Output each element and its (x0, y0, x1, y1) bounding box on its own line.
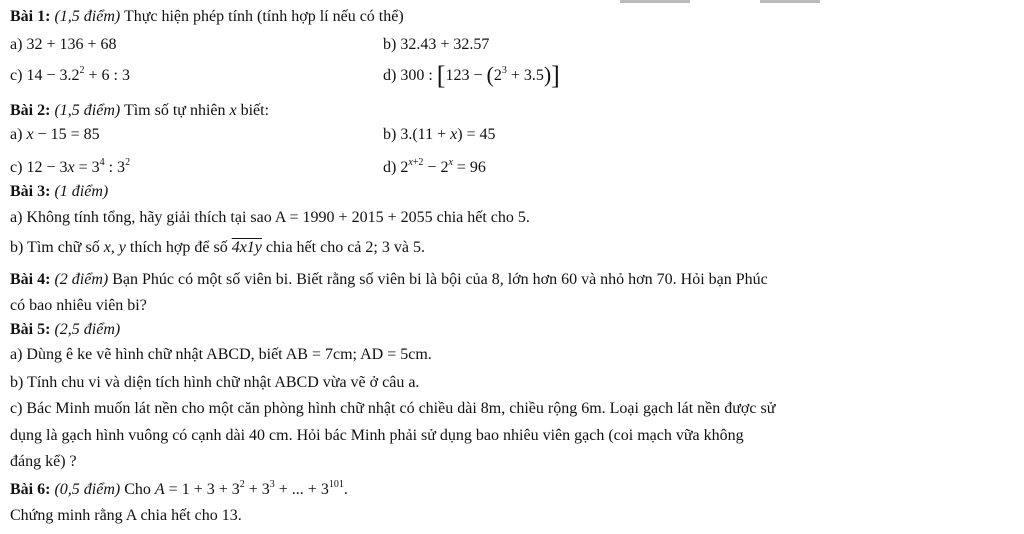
b5-c1-text: c) Bác Minh muốn lát nền cho một căn phòng hình chữ nhật có chiều dài 8m, chiều rộng 6m. Loại gạch lát nền được sử (10, 400, 776, 417)
b4-text2: có bao nhiêu viên bi? (10, 297, 147, 314)
b5-b (10, 373, 419, 393)
b6-line2 (10, 506, 242, 526)
b1-b (383, 35, 489, 55)
b2-a-expr: x − 15 = 85 (26, 126, 100, 143)
b3-b (10, 238, 425, 258)
b2-c-label: c) (10, 159, 23, 176)
b1-header (10, 7, 404, 27)
b5-a (10, 345, 432, 365)
b4-points: (2 điểm) (54, 271, 109, 288)
b5-c3-text: đáng kể) ? (10, 453, 77, 470)
b1-c (10, 66, 130, 86)
b3-points: (1 điểm) (54, 183, 109, 200)
b5-b-text: b) Tính chu vi và diện tích hình chữ nhật ABCD vừa vẽ ở câu a. (10, 374, 420, 391)
b1-a (10, 35, 116, 55)
b2-d-expr: $2^{x+2} - 2^x = 96$ (400, 157, 486, 176)
b5-a-text: a) Dùng ê ke vẽ hình chữ nhật ABCD, biết AB = 7cm; AD = 5cm. (10, 346, 432, 363)
b1-points: (1,5 điểm) (54, 8, 121, 25)
b1-desc: Thực hiện phép tính (tính hợp lí nếu có thể) (123, 8, 404, 25)
b3-a-post: chia hết cho 5. (436, 209, 530, 226)
b2-desc-var: x (229, 102, 237, 119)
b5-c3 (10, 452, 77, 472)
b4-title: Bài 4: (10, 271, 51, 288)
b2-d (383, 158, 486, 178)
b2-b (383, 125, 496, 145)
b3-a (10, 208, 530, 228)
b5-c2 (10, 426, 744, 446)
b1-title: Bài 1: (10, 8, 51, 25)
b3-a-pre: a) Không tính tổng, hãy giải thích tại sao (10, 209, 272, 226)
b2-header (10, 101, 269, 121)
b2-b-expr: 3.(11 + x) = 45 (400, 126, 496, 143)
b3-b-pre: b) Tìm chữ số (10, 239, 100, 256)
b5-header (10, 320, 120, 340)
b6-text2: Chứng minh rằng A chia hết cho 13. (10, 507, 242, 524)
b1-d (383, 61, 560, 90)
b3-b-mid: thích hợp để số (129, 239, 228, 256)
b2-desc-pre: Tìm số tự nhiên (123, 102, 226, 119)
b2-points: (1,5 điểm) (54, 102, 121, 119)
b6-line1 (10, 480, 348, 500)
b2-desc-post: biết: (240, 102, 270, 119)
b6-pre: Cho (124, 481, 151, 498)
b6-points: (0,5 điểm) (54, 481, 121, 498)
b5-points: (2,5 điểm) (54, 321, 121, 338)
b1-b-expr: 32.43 + 32.57 (400, 36, 490, 53)
b1-c-label: c) (10, 67, 23, 84)
b2-d-label: d) (383, 159, 397, 176)
b3-b-post: chia hết cho cả 2; 3 và 5. (265, 239, 425, 256)
b3-a-expr: A = 1990 + 2015 + 2055 (274, 209, 433, 226)
b1-c-expr: $14 - 3.2^2 + 6$ : 3 (26, 65, 130, 84)
b2-c (10, 158, 130, 178)
b3-b-vars: x, y (103, 239, 126, 256)
b1-d-label: d) (383, 67, 397, 84)
top-edge-mark (620, 0, 690, 3)
b3-title: Bài 3: (10, 183, 51, 200)
b5-c2-text: dụng là gạch hình vuông có cạnh dài 40 cm. Hỏi bác Minh phải sử dụng bao nhiêu viên gạch (coi mạch vữa không (10, 427, 744, 444)
b2-a (10, 125, 100, 145)
b5-title: Bài 5: (10, 321, 51, 338)
b2-b-label: b) (383, 126, 397, 143)
b1-a-label: a) (10, 36, 23, 53)
b3-b-num: 4x1y (231, 239, 262, 256)
b4-line2 (10, 296, 147, 316)
b2-c-expr: $12 - 3x = 3^4$ : $3^2$ (26, 157, 131, 176)
b4-line1 (10, 270, 768, 290)
b5-c1 (10, 399, 775, 419)
b1-a-expr: 32 + 136 + 68 (26, 36, 117, 53)
b4-text1: Bạn Phúc có một số viên bi. Biết rằng số viên bi là bội của 8, lớn hơn 60 và nhỏ hơn 70. Hỏi bạn Phúc (112, 271, 768, 288)
b2-title: Bài 2: (10, 102, 51, 119)
b1-d-expr: 300 : $[123 - (2^3 + 3.5)]$ (400, 61, 560, 90)
b1-b-label: b) (383, 36, 397, 53)
b3-header (10, 182, 108, 202)
b2-a-label: a) (10, 126, 23, 143)
b6-title: Bài 6: (10, 481, 51, 498)
top-edge-mark (760, 0, 820, 3)
b6-expr: $A = 1 + 3 + 3^2 + 3^3$ + ... + $3^{101}$. (154, 479, 348, 498)
